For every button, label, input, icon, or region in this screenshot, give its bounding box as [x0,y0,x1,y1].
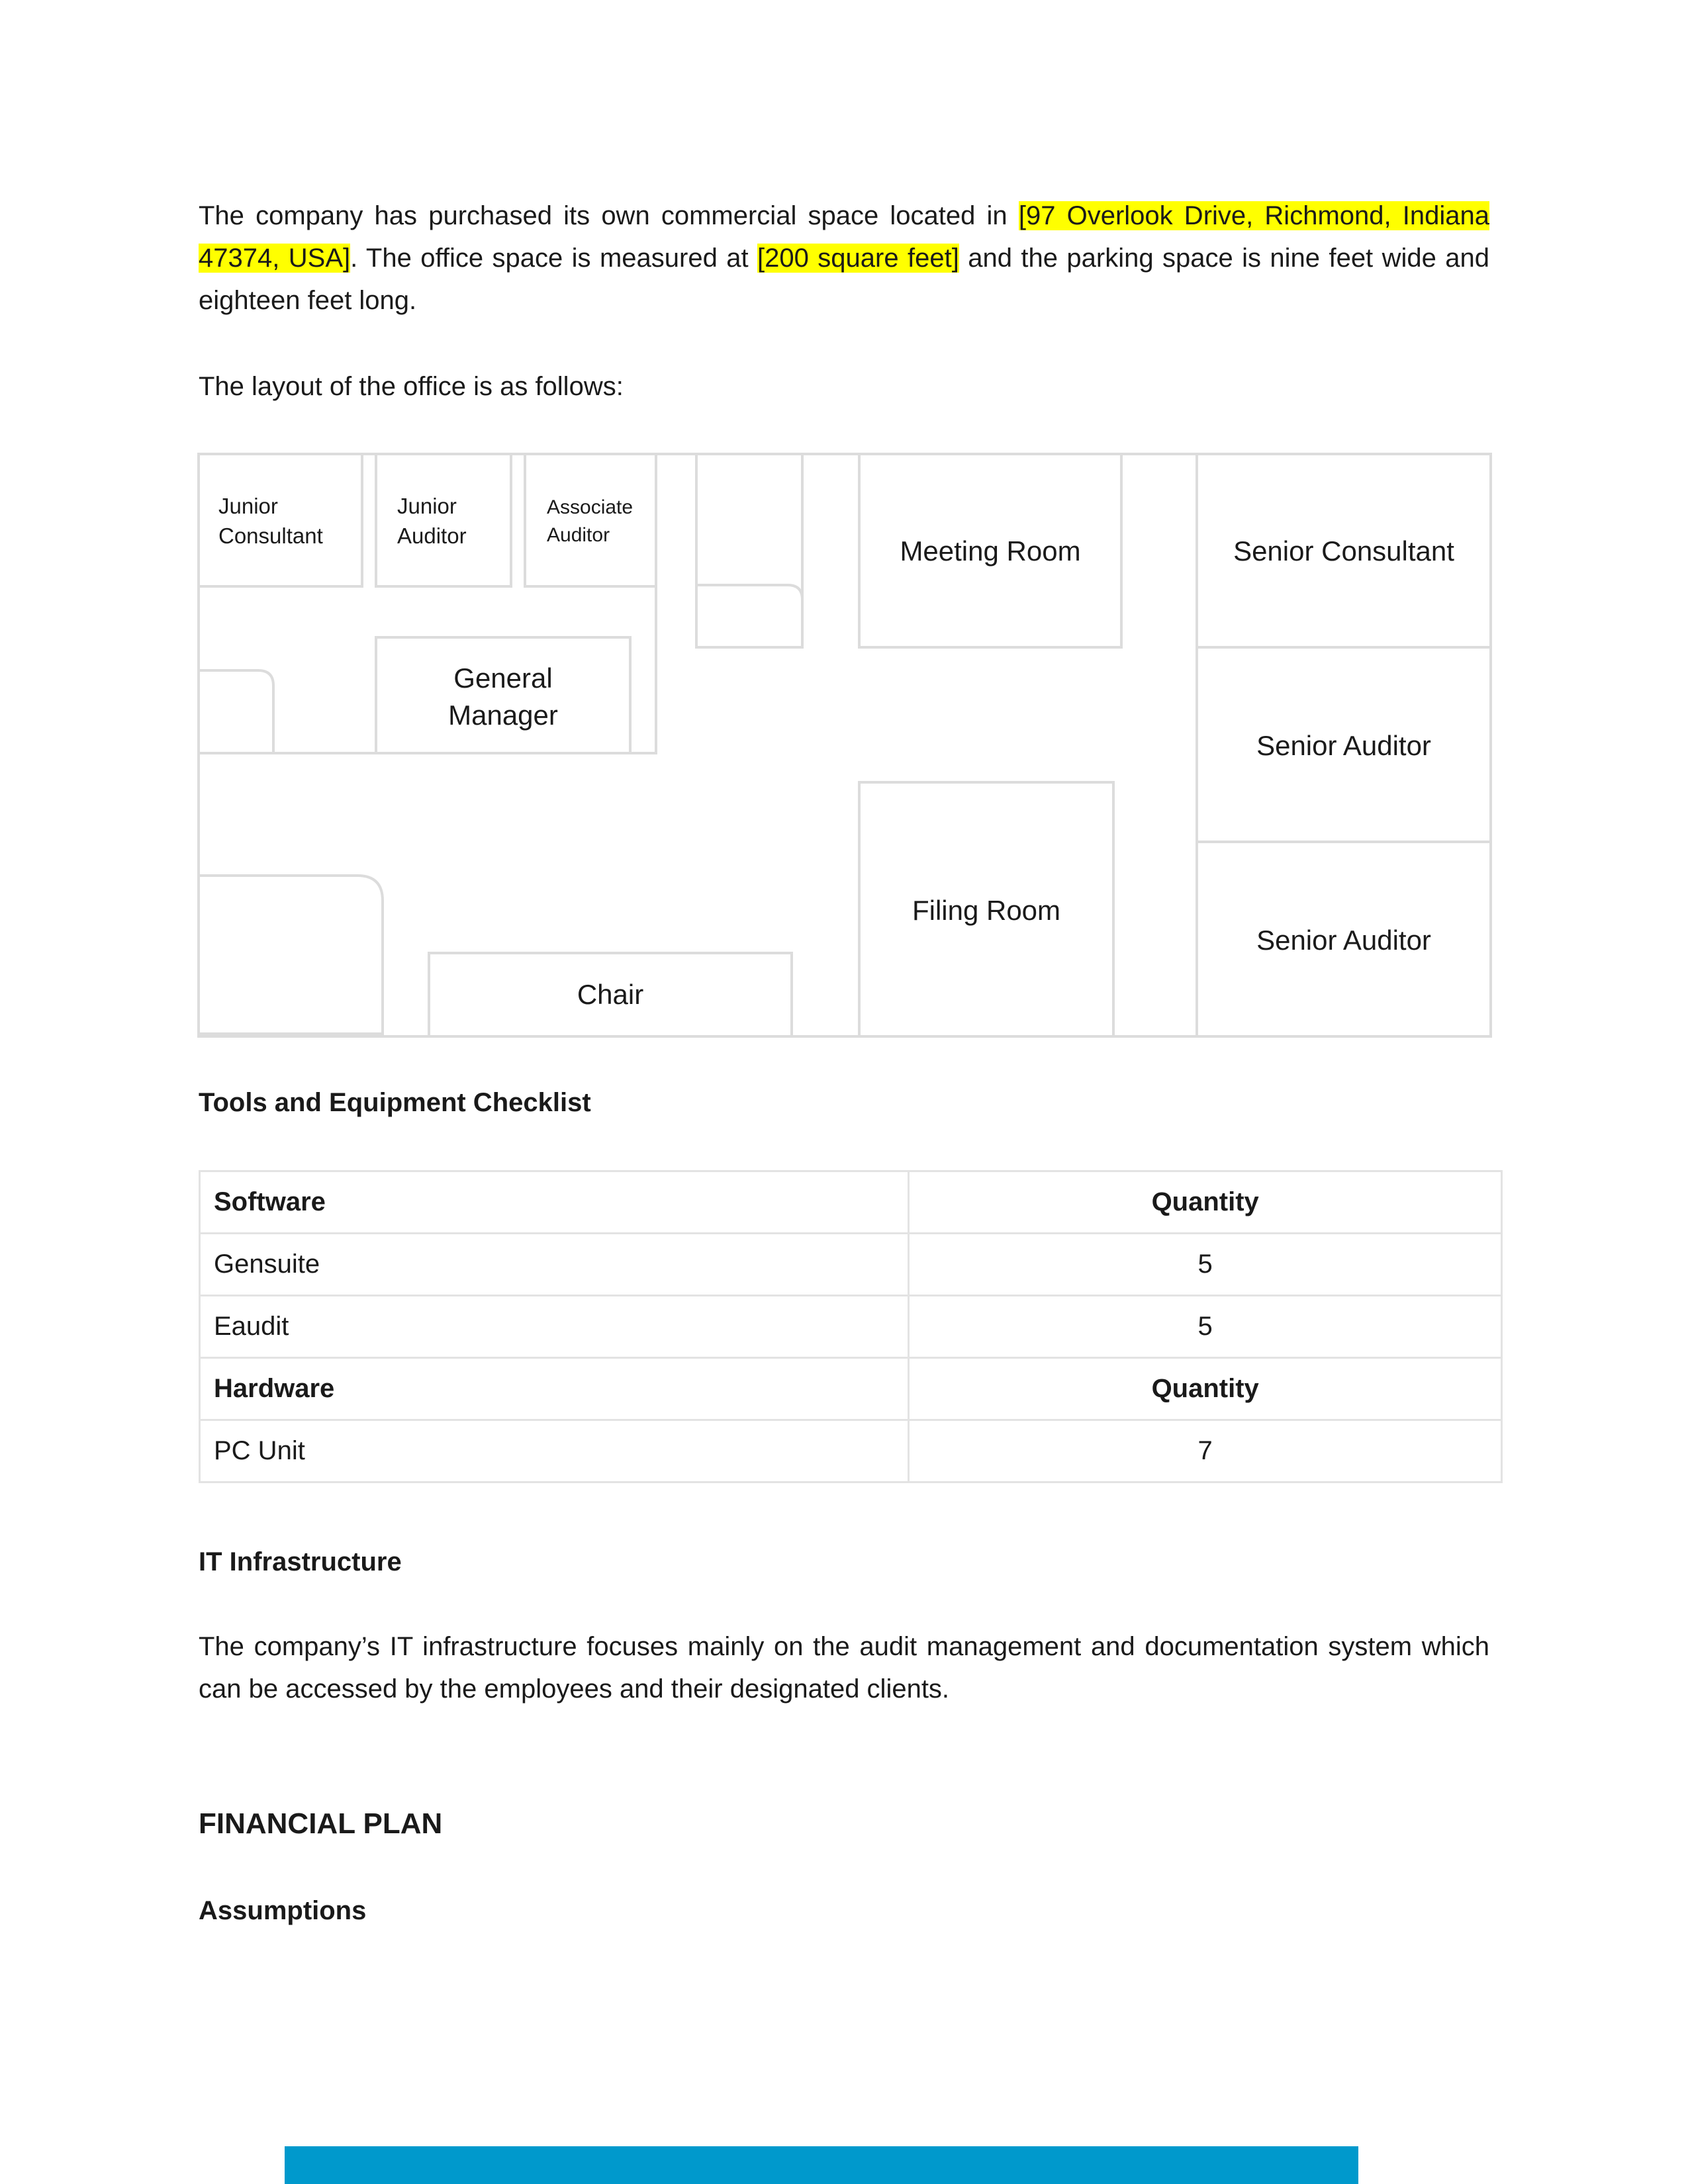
equipment-checklist-table [199,1170,1503,1483]
cabinet-bottom-left [199,876,383,1034]
it-heading: IT Infrastructure [199,1547,402,1576]
footer-bar [285,2146,1358,2184]
software-qty: 5 [909,1234,1502,1296]
room-label-senior-auditor-2: Senior Auditor [1256,925,1431,956]
room-label-associate-auditor: Associate [547,496,633,518]
room-label-junior-consultant-2: Consultant [218,523,323,548]
software-header: Software [200,1171,909,1234]
assumptions-heading: Assumptions [199,1896,367,1925]
it-paragraph: The company’s IT infrastructure focuses mainly on the audit management and documentation system which can be accessed by the employees and their designated clients. [199,1632,1489,1704]
area-highlight: [200 square feet] [757,244,959,273]
hardware-qty: 7 [909,1420,1502,1482]
table-row [200,1171,1502,1234]
room-label-general-manager: General [453,662,553,694]
room-label-chair: Chair [577,979,644,1010]
layout-intro: The layout of the office is as follows: [199,372,624,401]
intro-text-before: The company has purchased its own commercial space located in [199,201,1019,230]
hardware-name: PC Unit [200,1420,909,1482]
quantity-header: Quantity [909,1171,1502,1234]
quantity-header: Quantity [909,1358,1502,1420]
junior-consultant-room [199,454,362,586]
table-row [200,1234,1502,1296]
checklist-heading: Tools and Equipment Checklist [199,1088,591,1117]
room-label-junior-auditor: Junior [397,494,457,518]
room-label-junior-consultant: Junior [218,494,278,518]
software-qty: 5 [909,1296,1502,1358]
table-row [200,1358,1502,1420]
room-label-junior-auditor-2: Auditor [397,523,467,548]
room-label-senior-consultant: Senior Consultant [1233,535,1454,567]
general-manager-room [376,637,630,753]
address-highlight: [97 Overlook Drive, Richmond, Indiana 47374, USA] [199,201,1490,273]
intro-text-after: and the parking space is nine feet wide and eighteen feet long. [199,244,1489,315]
financial-heading: FINANCIAL PLAN [199,1807,443,1840]
hardware-header: Hardware [200,1358,909,1420]
intro-text-middle: . The office space is measured at [350,244,758,273]
table-row [200,1296,1502,1358]
column-cabinet [696,585,802,600]
room-label-filing-room: Filing Room [912,895,1061,926]
junior-auditor-room [376,454,511,586]
cabinet-left [199,670,273,753]
room-label-general-manager-2: Manager [448,700,558,731]
room-label-associate-auditor-2: Auditor [547,524,610,546]
room-label-meeting-room: Meeting Room [900,535,1081,567]
software-name: Gensuite [200,1234,909,1296]
table-row [200,1420,1502,1482]
room-label-senior-auditor-1: Senior Auditor [1256,730,1431,761]
associate-auditor-room [525,454,656,586]
column-room [696,454,802,647]
software-name: Eaudit [200,1296,909,1358]
